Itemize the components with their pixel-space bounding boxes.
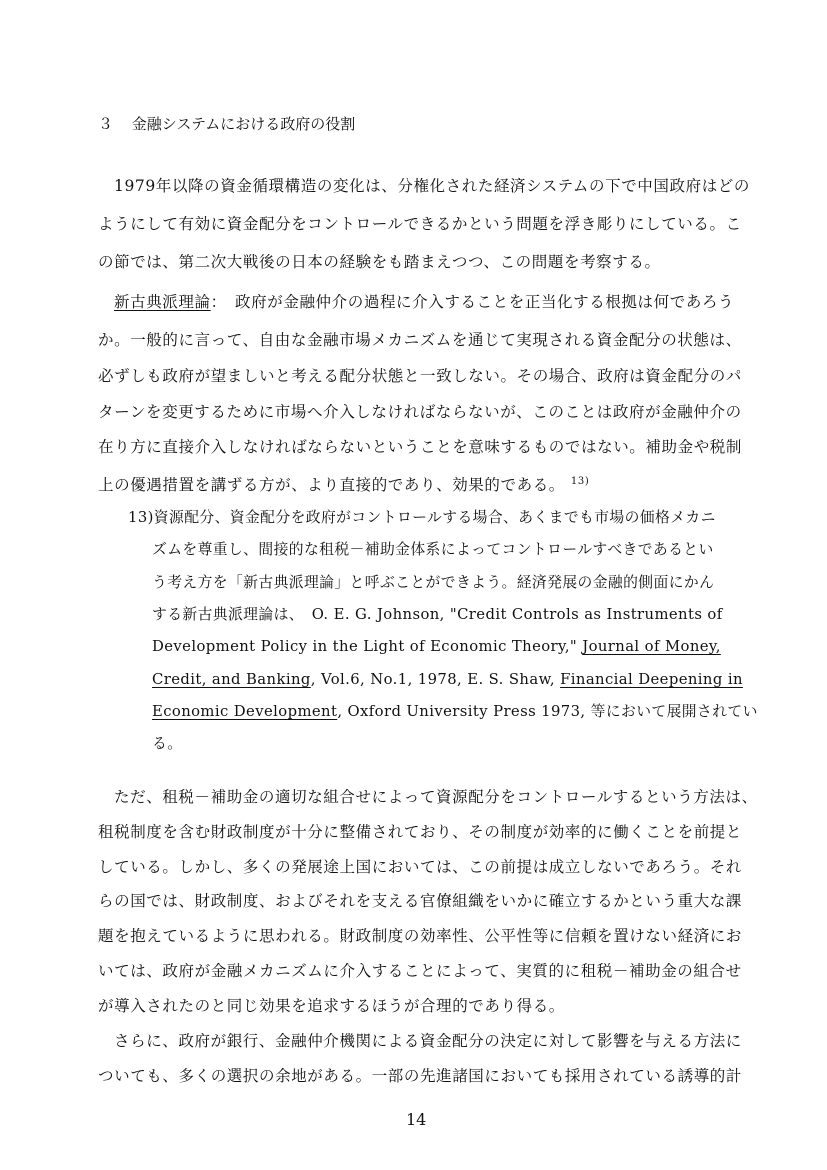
citation-text: , Oxford University Press 1973, 等において展開されてい xyxy=(337,703,758,720)
paragraph-line: いては、政府が金融メカニズムに介入することによって、実質的に租税－補助金の組合せ xyxy=(98,962,742,980)
journal-title: Journal of Money, xyxy=(582,638,721,655)
section-title: 金融システムにおける政府の役割 xyxy=(131,115,356,133)
paragraph-line: している。しかし、多くの発展途上国においては、この前提は成立しないであろう。それ xyxy=(98,858,743,876)
paragraph-line: 在り方に直接介入しなければならないということを意味するものではない。補助金や税制 xyxy=(98,438,743,456)
paragraph-line: か。一般的に言って、自由な金融市場メカニズムを通じて実現される資金配分の状態は、 xyxy=(98,331,742,349)
footnote-reference: 13) xyxy=(570,476,590,487)
footnote-line: う考え方を「新古典派理論」と呼ぶことができよう。経済発展の金融的側面にかん xyxy=(152,574,715,591)
paragraph-line: ただ、租税－補助金の適切な組合せによって資源配分をコントロールするという方法は、 xyxy=(114,788,758,806)
section-heading xyxy=(98,113,355,134)
paragraph-line: の節では、第二次大戦後の日本の経験をも踏まえつつ、この問題を考察する。 xyxy=(98,253,661,271)
footnote-line: する新古典派理論は、 O. E. G. Johnson, "Credit Controls as Instruments of xyxy=(152,606,723,623)
paragraph-line: さらに、政府が銀行、金融仲介機関による資金配分の決定に対して影響を与える方法に xyxy=(114,1032,742,1050)
footnote-line xyxy=(152,702,758,722)
term-neoclassical-theory: 新古典派理論 xyxy=(114,293,211,311)
citation-text: Development Policy in the Light of Economic Theory," xyxy=(152,638,583,655)
paragraph-line: 題を抱えているように思われる。財政制度の効率性、公平性等に信頼を置けない経済にお xyxy=(98,927,743,945)
journal-title: Credit, and Banking xyxy=(152,671,311,688)
paragraph-line: 必ずしも政府が望ましいと考える配分状態と一致しない。その場合、政府は資金配分のパ xyxy=(98,367,743,385)
section-number: ３ xyxy=(98,115,114,133)
paragraph-line: ようにして有効に資金配分をコントロールできるかという問題を浮き彫りにしている。こ xyxy=(98,215,742,233)
footnote-line xyxy=(152,637,721,657)
footnote-line: る。 xyxy=(152,735,183,752)
paragraph-line: ついても、多くの選択の余地がある。一部の先進諸国においても採用されている誘導的計 xyxy=(98,1067,743,1085)
paragraph-text: ： 政府が金融仲介の過程に介入することを正当化する根拠は何であろう xyxy=(210,293,735,311)
paragraph-line xyxy=(98,472,589,495)
paragraph-line: が導入されたのと同じ効果を追求するほうが合理的であり得る。 xyxy=(98,997,565,1015)
book-title: Economic Development xyxy=(152,703,338,720)
paragraph-text: 上の優遇措置を講ずる方が、より直接的であり、効果的である。 xyxy=(98,476,565,495)
paragraph-line: ターンを変更するために市場へ介入しなければならないが、このことは政府が金融仲介の xyxy=(98,403,742,421)
citation-text: , Vol.6, No.1, 1978, E. S. Shaw, xyxy=(310,671,561,688)
paragraph-line xyxy=(114,292,734,312)
paragraph-line: 1979年以降の資金循環構造の変化は、分権化された経済システムの下で中国政府はどの xyxy=(114,177,750,195)
paragraph-line: 租税制度を含む財政制度が十分に整備されており、その制度が効率的に働くことを前提と xyxy=(98,823,743,841)
footnote-line: ズムを尊重し、間接的な租税－補助金体系によってコントロールすべきであるとい xyxy=(152,541,714,558)
paragraph-line: らの国では、財政制度、およびそれを支える官僚組織をいかに確立するかという重大な課 xyxy=(98,892,743,910)
footnote-line xyxy=(152,670,743,690)
book-title: Financial Deepening in xyxy=(560,671,743,688)
footnote-line: 13)資源配分、資金配分を政府がコントロールする場合、あくまでも市場の価格メカニ xyxy=(128,509,716,526)
page-number: 14 xyxy=(406,1110,427,1129)
